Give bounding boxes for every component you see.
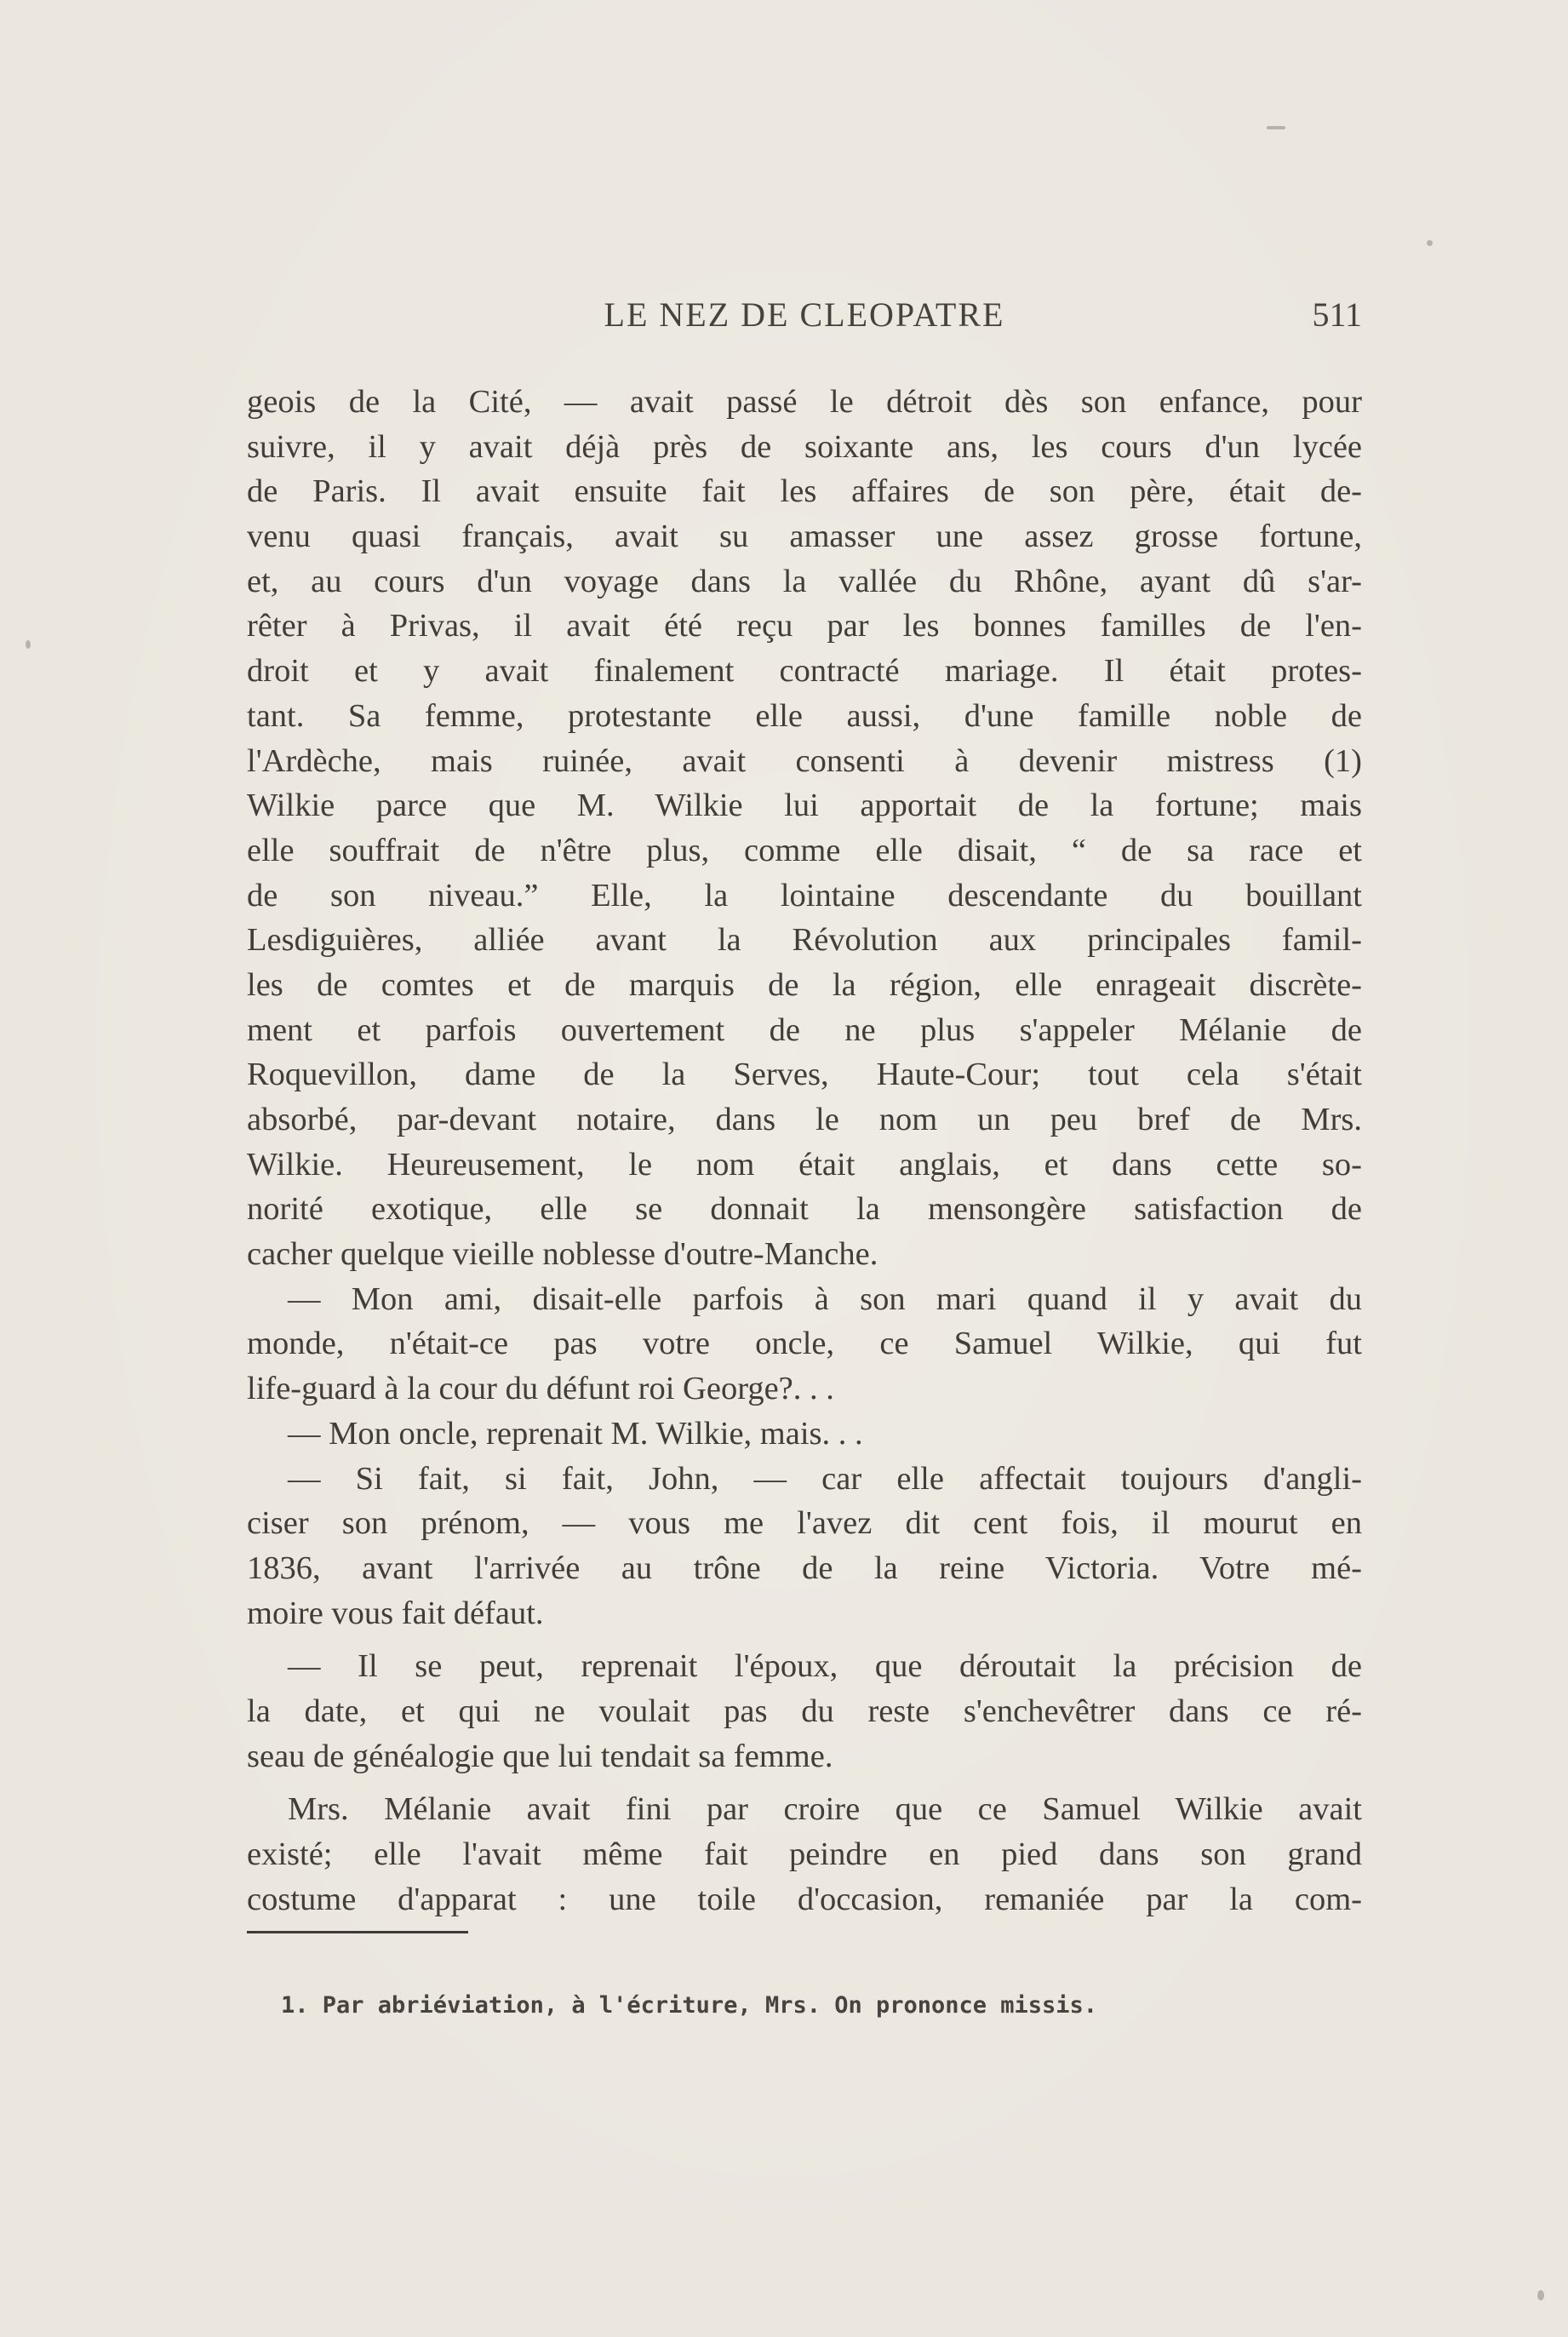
text-line: existé; elle l'avait même fait peindre en pied dans son grand: [247, 1836, 1362, 1872]
text-line: de son niveau.” Elle, la lointaine descendante du bouillant: [247, 877, 1362, 914]
text-line: elle souffrait de n'être plus, comme elle disait, “ de sa race et: [247, 832, 1362, 868]
text-line: les de comtes et de marquis de la région, elle enrageait discrète-: [247, 966, 1362, 1003]
text-line: absorbé, par-devant notaire, dans le nom un peu bref de Mrs.: [247, 1102, 1362, 1137]
text-line: moire vous fait défaut.: [247, 1595, 544, 1631]
text-line: Lesdiguières, alliée avant la Révolution aux principales famil-: [247, 922, 1362, 959]
text-line: — Il se peut, reprenait l'époux, que déroutait la précision de: [288, 1648, 1362, 1685]
text-line: l'Ardèche, mais ruinée, avait consenti à devenir mistress (1): [247, 742, 1362, 779]
text-line: Wilkie. Heureusement, le nom était anglais, et dans cette so-: [247, 1146, 1362, 1183]
body-text: [247, 380, 1362, 1922]
text-line: — Si fait, si fait, John, — car elle affectait toujours d'angli-: [288, 1460, 1362, 1497]
text-line: — Mon ami, disait-elle parfois à son mari quand il y avait du: [288, 1280, 1362, 1317]
text-line: venu quasi français, avait su amasser une assez grosse fortune,: [247, 518, 1362, 555]
running-title: LE NEZ DE CLEOPATRE: [604, 295, 1005, 334]
paragraph-gap: [247, 1635, 1362, 1644]
paper-speck: [1537, 2290, 1544, 2300]
paper-speck: [1267, 126, 1285, 129]
paper-speck: [26, 640, 31, 649]
running-head: [247, 295, 1362, 337]
text-line: — Mon oncle, reprenait M. Wilkie, mais. . .: [288, 1415, 863, 1452]
text-line: monde, n'était-ce pas votre oncle, ce Samuel Wilkie, qui fut: [247, 1326, 1362, 1362]
text-line: 1836, avant l'arrivée au trône de la reine Victoria. Votre mé-: [247, 1549, 1362, 1586]
text-line: seau de généalogie que lui tendait sa femme.: [247, 1738, 833, 1774]
text-line: de Paris. Il avait ensuite fait les affaires de son père, était de-: [247, 473, 1362, 510]
text-line: cacher quelque vieille noblesse d'outre-Manche.: [247, 1236, 878, 1273]
text-line: droit et y avait finalement contracté mariage. Il était protes-: [247, 653, 1362, 690]
text-line: ciser son prénom, — vous me l'avez dit cent fois, il mourut en: [247, 1505, 1362, 1542]
text-line: geois de la Cité, — avait passé le détroit dès son enfance, pour: [247, 384, 1362, 420]
page-number: 511: [1312, 295, 1362, 334]
text-line: rêter à Privas, il avait été reçu par les bonnes familles de l'en-: [247, 608, 1362, 644]
text-line: life-guard à la cour du défunt roi George?. . .: [247, 1371, 834, 1407]
footnote-rule: [247, 1931, 468, 1933]
text-line: la date, et qui ne voulait pas du reste s'enchevêtrer dans ce ré-: [247, 1693, 1362, 1729]
text-line: tant. Sa femme, protestante elle aussi, d'une famille noble de: [247, 697, 1362, 734]
text-line: Mrs. Mélanie avait fini par croire que ce Samuel Wilkie avait: [288, 1791, 1362, 1828]
footnote: 1. Par abriéviation, à l'écriture, Mrs. On prononce missis.: [281, 1992, 1098, 2019]
paper-speck: [1427, 240, 1433, 246]
text-line: Roquevillon, dame de la Serves, Haute-Cour; tout cela s'était: [247, 1057, 1362, 1093]
text-line: ment et parfois ouvertement de ne plus s'appeler Mélanie de: [247, 1011, 1362, 1048]
text-line: costume d'apparat : une toile d'occasion, remaniée par la com-: [247, 1881, 1362, 1917]
paragraph-gap: [247, 1779, 1362, 1787]
text-line: norité exotique, elle se donnait la mensongère satisfaction de: [247, 1191, 1362, 1228]
text-line: suivre, il y avait déjà près de soixante ans, les cours d'un lycée: [247, 428, 1362, 465]
text-line: Wilkie parce que M. Wilkie lui apportait de la fortune; mais: [247, 788, 1362, 824]
text-line: et, au cours d'un voyage dans la vallée du Rhône, ayant dû s'ar-: [247, 563, 1362, 599]
